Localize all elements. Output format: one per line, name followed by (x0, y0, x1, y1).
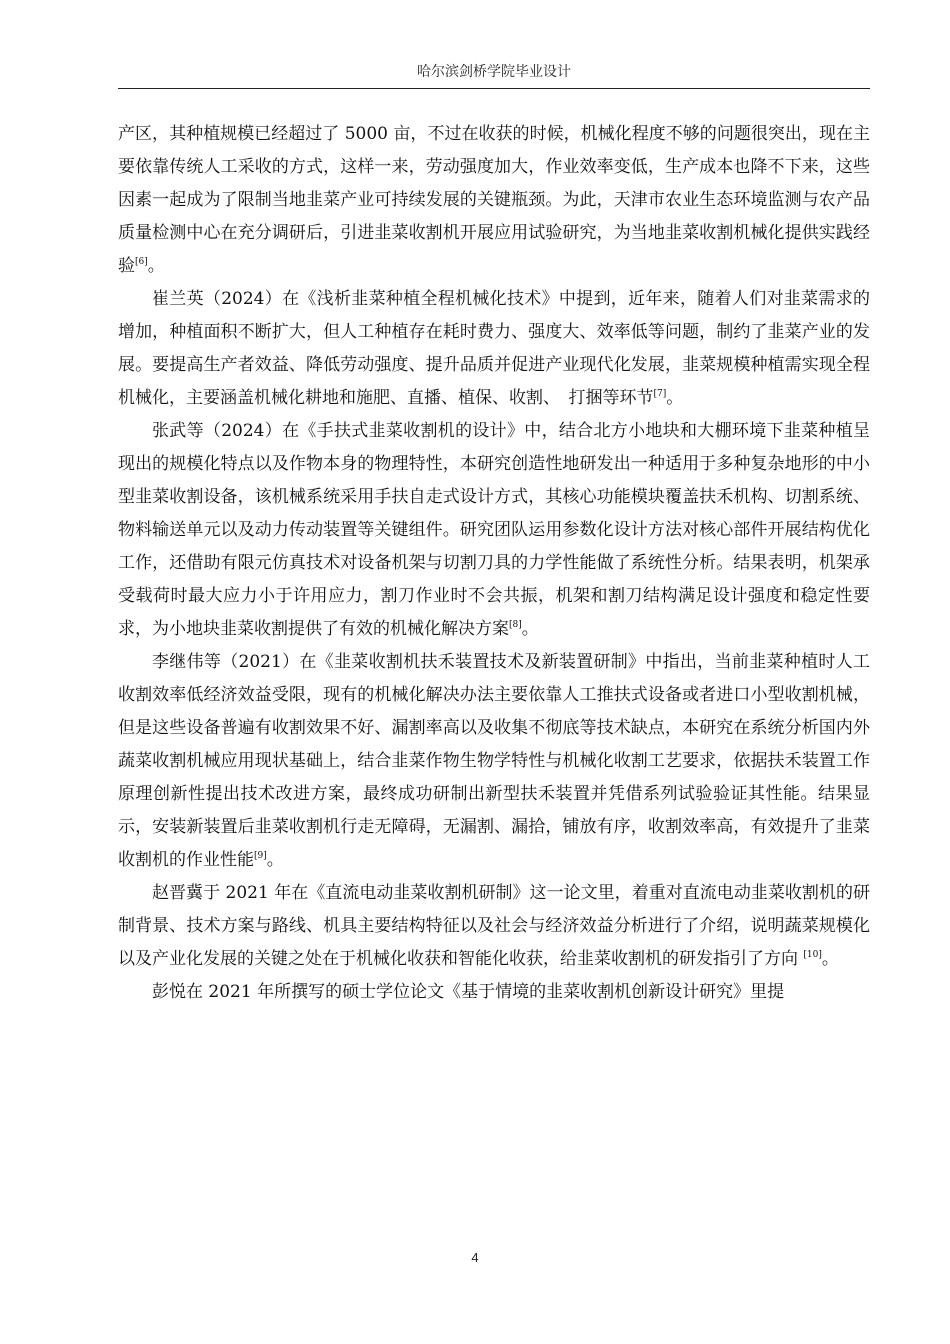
header-divider (118, 88, 870, 89)
citation-ref: [10] (803, 950, 822, 960)
paragraph: 赵晋冀于 2021 年在《直流电动韭菜收割机研制》这一论文里，着重对直流电动韭菜收割机的研制背景、技术方案与路线、机具主要结构特征以及社会与经济效益分析进行了介绍，说明蔬菜规模化以及产业化发展的关键之处在于机械化收获和智能化收获，给韭菜收割机的研发指引了方向 [10]。 (118, 883, 870, 969)
running-header: 哈尔滨剑桥学院毕业设计 (417, 64, 571, 80)
paragraph: 彭悦在 2021 年所撰写的硕士学位论文《基于情境的韭菜收割机创新设计研究》里提 (152, 982, 785, 1002)
paragraph: 李继伟等（2021）在《韭菜收割机扶禾装置技术及新装置研制》中指出，当前韭菜种植时人工收割效率低经济效益受限，现有的机械化解决办法主要依靠人工推扶式设备或者进口小型收割机械，但是这些设备普遍有收割效果不好、漏割率高以及收集不彻底等技术缺点，本研究在系统分析国内外蔬菜收割机械应用现状基础上，结合韭菜作物生物学特性与机械化收割工艺要求，依据扶禾装置工作原理创新性提出技术改进方案，最终成功研制出新型扶禾装置并凭借系列试验验证其性能。结果显示，安装新装置后韭菜收割机行走无障碍，无漏割、漏拾，铺放有序，收割效率高，有效提升了韭菜收割机的作业性能[9]。 (118, 652, 870, 870)
paragraph: 崔兰英（2024）在《浅析韭菜种植全程机械化技术》中提到，近年来，随着人们对韭菜需求的增加，种植面积不断扩大，但人工种植存在耗时费力、强度大、效率低等问题，制约了韭菜产业的发展。要提高生产者效益、降低劳动强度、提升品质并促进产业现代化发展，韭菜规模种植需实现全程机械化，主要涵盖机械化耕地和施肥、直播、植保、收割、 打捆等环节[7]。 (118, 289, 870, 408)
citation-ref: [7] (653, 389, 667, 399)
citation-ref: [6] (135, 257, 148, 267)
body-text (118, 118, 870, 1009)
citation-ref: [9] (254, 851, 267, 861)
paragraph: 张武等（2024）在《手扶式韭菜收割机的设计》中，结合北方小地块和大棚环境下韭菜种植呈现出的规模化特点以及作物本身的物理特性，本研究创造性地研发出一种适用于多种复杂地形的中小型韭菜收割设备，该机械系统采用手扶自走式设计方式，其核心功能模块覆盖扶禾机构、切割系统、物料输送单元以及动力传动装置等关键组件。研究团队运用参数化设计方法对核心部件开展结构优化工作，还借助有限元仿真技术对设备机架与切割刀具的力学性能做了系统性分析。结果表明，机架承受载荷时最大应力小于许用应力，割刀作业时不会共振，机架和割刀结构满足设计强度和稳定性要求，为小地块韭菜收割提供了有效的机械化解决方案[8]。 (118, 421, 870, 639)
citation-ref: [8] (509, 620, 522, 630)
paragraph-continuation: 产区，其种植规模已经超过了 5000 亩，不过在收获的时候，机械化程度不够的问题很突出，现在主要依靠传统人工采收的方式，这样一来，劳动强度加大，作业效率变低，生产成本也降不下来，这些因素一起成为了限制当地韭菜产业可持续发展的关键瓶颈。为此，天津市农业生态环境监测与农产品质量检测中心在充分调研后，引进韭菜收割机开展应用试验研究，为当地韭菜收割机械化提供实践经验[6]。 (118, 124, 870, 276)
page-number: 4 (471, 1250, 479, 1265)
